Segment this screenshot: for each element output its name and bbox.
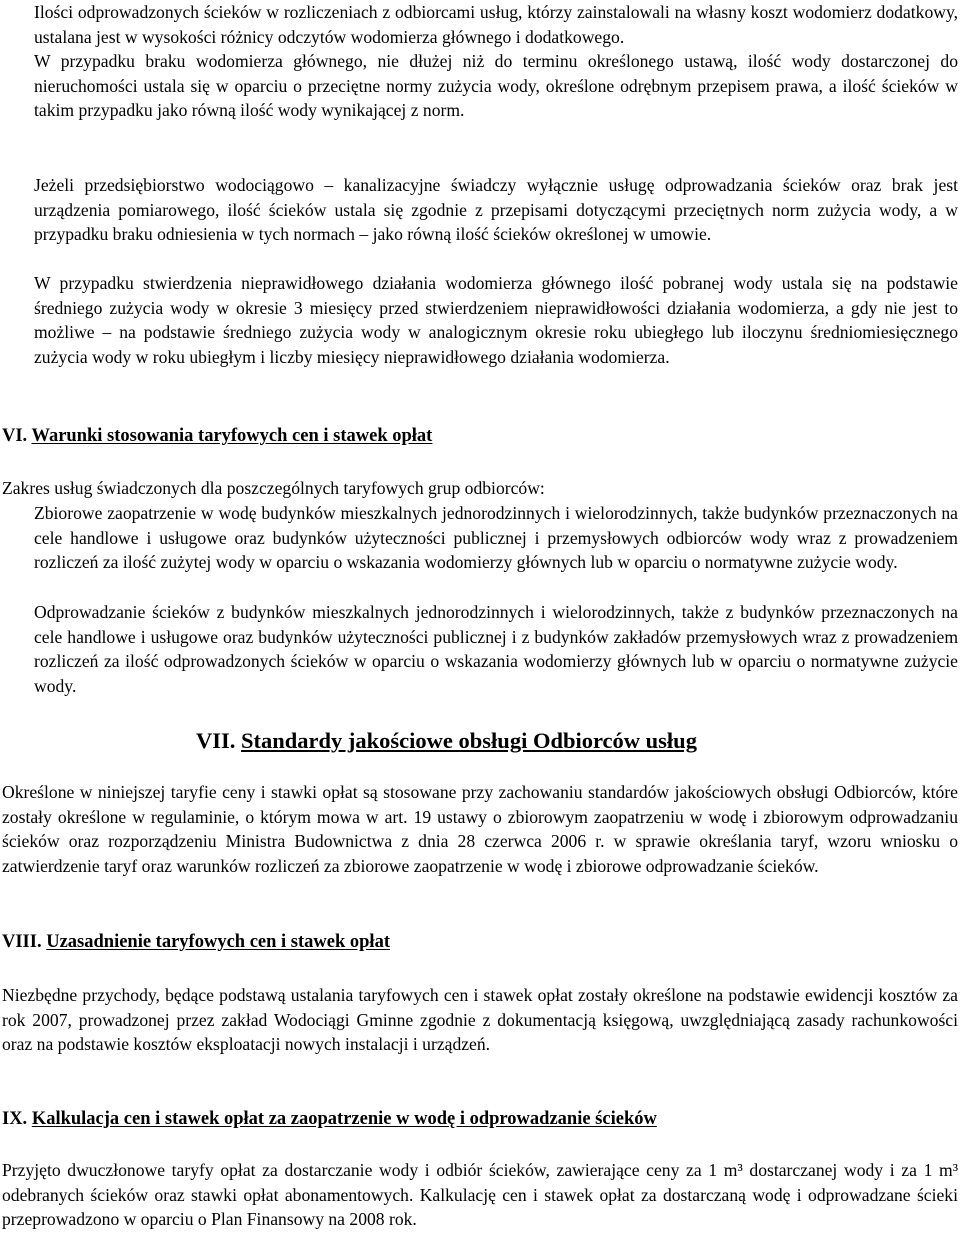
section-heading-ix [2, 1107, 657, 1131]
section-number: VIII. [2, 932, 42, 952]
paragraph-water-supply: Zbiorowe zaopatrzenie w wodę budynków mieszkalnych jednorodzinnych i wielorodzinnych, także budynków przeznaczonych na cele handlowe i usługowe oraz budynków użyteczności publicznej i przemysłowych odbiorców wody wraz z prowadzeniem rozliczeń za ilość zużytej wody w oparciu o wskazania wodomierzy głównych lub w oparciu o normatywne zużycie wody. [34, 503, 958, 572]
paragraph-faulty-meter: W przypadku stwierdzenia nieprawidłowego działania wodomierza głównego ilość pobranej wody ustala się na podstawie średniego zużycia wody w okresie 3 miesięcy przed stwierdzeniem nieprawidłowości działania wodomierza, a gdy nie jest to możliwe – na podstawie średniego zużycia wody w analogicznym okresie roku ubiegłego lub iloczynu średniomiesięcznego zużycia wody w roku ubiegłym i liczby miesięcy nieprawidłowego działania wodomierza. [34, 273, 958, 367]
paragraph-no-main-meter: W przypadku braku wodomierza głównego, nie dłużej niż do terminu określonego ustawą, ilość wody dostarczonej do nieruchomości ustala się w oparciu o przeciętne normy zużycia wody, określone odrębnym przepisem prawa, a ilość ścieków w takim przypadku jako równą ilość wody wynikającej z norm. [34, 51, 958, 120]
section-number: VII. [196, 728, 236, 753]
section-heading-viii [2, 930, 390, 954]
section-number: VI. [2, 426, 28, 446]
section-heading-vii [196, 727, 697, 755]
section-heading-vi [2, 424, 432, 448]
section-title: Warunki stosowania taryfowych cen i stawek opłat [31, 426, 433, 446]
section-title: Standardy jakościowe obsługi Odbiorców usług [241, 728, 697, 753]
section-title: Kalkulacja cen i stawek opłat za zaopatrzenie w wodę i odprowadzanie ścieków [31, 1109, 657, 1129]
paragraph-price-calculation: Przyjęto dwuczłonowe taryfy opłat za dostarczanie wody i odbiór ścieków, zawierające ceny za 1 m³ dostarczanej wody i za 1 m³ odebranych ścieków oraz stawki opłat abonamentowych. Kalkulację cen i stawek opłat za dostarczaną wodę i odprowadzane ścieki przeprowadzono w oparciu o Plan Finansowy na 2008 rok. [2, 1160, 958, 1229]
paragraph-services-intro: Zakres usług świadczonych dla poszczególnych taryfowych grup odbiorców: [2, 478, 545, 498]
paragraph-tariff-justification: Niezbędne przychody, będące podstawą ustalania taryfowych cen i stawek opłat zostały określone na podstawie ewidencji kosztów za rok 2007, prowadzonej przez zakład Wodociągi Gminne zgodnie z dokumentacją księgową, uwzględniającą zasady rachunkowości oraz na podstawie kosztów eksploatacji nowych instalacji i urządzeń. [2, 985, 958, 1054]
paragraph-sewage-disposal: Odprowadzanie ścieków z budynków mieszkalnych jednorodzinnych i wielorodzinnych, także z budynków przeznaczonych na cele handlowe i usługowe oraz budynków użyteczności publicznej i z budynków zakładów przemysłowych wraz z prowadzeniem rozliczeń za ilość odprowadzonych ścieków w oparciu o wskazania wodomierzy głównych lub w oparciu o normatywne zużycie wody. [34, 602, 958, 696]
paragraph-quality-standards: Określone w niniejszej taryfie ceny i stawki opłat są stosowane przy zachowaniu standardów jakościowych obsługi Odbiorców, które zostały określone w regulaminie, o którym mowa w art. 19 ustawy o zbiorowym zaopatrzeniu w wodę i zbiorowym odprowadzaniu ścieków oraz rozporządzeniu Ministra Budownictwa z dnia 28 czerwca 2006 r. w sprawie określania taryf, wzoru wniosku o zatwierdzenie taryf oraz warunków rozliczeń za zbiorowe zaopatrzenie w wodę i zbiorowe odprowadzanie ścieków. [2, 782, 958, 876]
section-title: Uzasadnienie taryfowych cen i stawek opłat [46, 932, 390, 952]
paragraph-additional-meter: Ilości odprowadzonych ścieków w rozliczeniach z odbiorcami usług, którzy zainstalowali na własny koszt wodomierz dodatkowy, ustalana jest w wysokości różnicy odczytów wodomierza głównego i dodatkowego. [34, 2, 958, 47]
section-number: IX. [2, 1109, 28, 1129]
paragraph-sewage-only: Jeżeli przedsiębiorstwo wodociągowo – kanalizacyjne świadczy wyłącznie usługę odprowadzania ścieków oraz brak jest urządzenia pomiarowego, ilość ścieków ustala się zgodnie z przepisami dotyczącymi przeciętnych norm zużycia wody, a w przypadku braku odniesienia w tych normach – jako równą ilość ścieków określonej w umowie. [34, 175, 958, 244]
